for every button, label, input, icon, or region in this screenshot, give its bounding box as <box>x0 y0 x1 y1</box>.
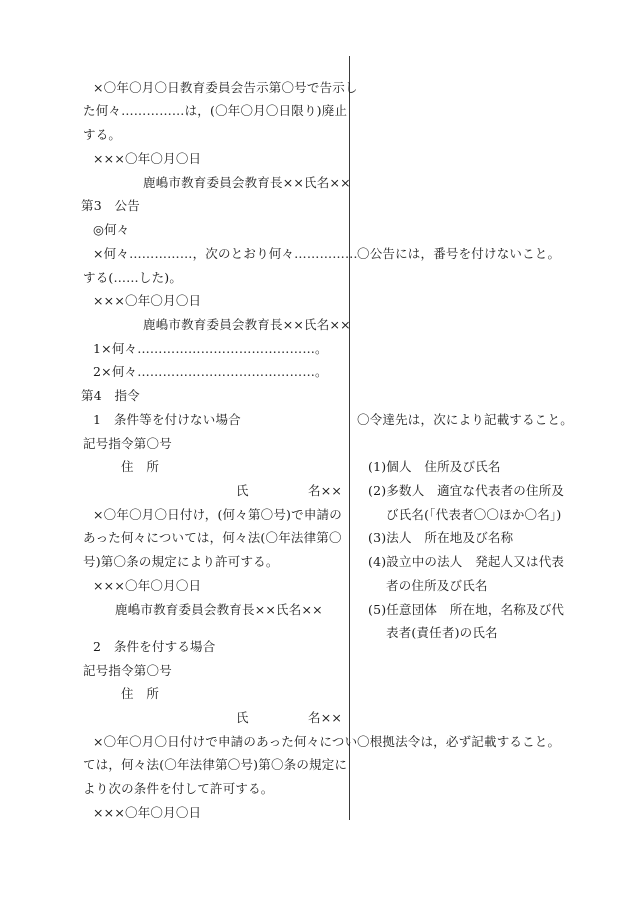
signature-line: 鹿嶋市教育委員会教育長××氏名×× <box>115 602 323 617</box>
list-item: 2×何々……………………………………。 <box>93 364 328 379</box>
date-line: ×××〇年〇月〇日 <box>93 805 202 820</box>
note-list-item: (1)個人 住所及び氏名 <box>368 459 501 474</box>
column-divider <box>349 56 350 820</box>
left-line: ×〇年〇月〇日付け，(何々第〇号)で申請の <box>93 507 342 522</box>
section-heading: 第3 公告 <box>81 198 140 213</box>
section-heading: 第4 指令 <box>81 388 140 403</box>
note-list-item: 者の住所及び氏名 <box>386 578 488 593</box>
left-line: する(……した)。 <box>83 270 183 285</box>
address-label: 住 所 <box>121 686 160 701</box>
subsection-heading: 2 条件を付する場合 <box>93 639 216 654</box>
signature-line: 鹿嶋市教育委員会教育長××氏名×× <box>143 317 351 332</box>
left-line: より次の条件を付して許可する。 <box>83 781 274 796</box>
left-line: 記号指令第〇号 <box>83 663 172 678</box>
date-line: ×××〇年〇月〇日 <box>93 151 202 166</box>
left-line: 号)第〇条の規定により許可する。 <box>83 554 279 569</box>
name-label: 名×× <box>308 710 343 725</box>
name-label-given: 氏 <box>236 483 249 498</box>
signature-line: 鹿嶋市教育委員会教育長××氏名×× <box>143 175 351 190</box>
left-line: ×何々……………，次のとおり何々…………… <box>93 246 358 261</box>
note-list-item: (4)設立中の法人 発起人又は代表 <box>368 554 565 569</box>
note-list-item: (3)法人 所在地及び名称 <box>368 530 514 545</box>
note-list-item: (5)任意団体 所在地，名称及び代 <box>368 602 565 617</box>
date-line: ×××〇年〇月〇日 <box>93 293 202 308</box>
left-line: ×〇年〇月〇日教育委員会告示第〇号で告示し <box>93 80 358 95</box>
name-label: 名×× <box>308 483 343 498</box>
list-item: 1×何々……………………………………。 <box>93 341 328 356</box>
date-line: ×××〇年〇月〇日 <box>93 578 202 593</box>
address-label: 住 所 <box>121 459 160 474</box>
subsection-heading: 1 条件等を付けない場合 <box>93 412 241 427</box>
left-line: ては，何々法(〇年法律第〇号)第〇条の規定に <box>83 757 348 772</box>
note-line: 〇公告には，番号を付けないこと。 <box>357 246 561 261</box>
left-line: 記号指令第〇号 <box>83 436 172 451</box>
left-line: ◎何々 <box>93 222 130 237</box>
note-line: 〇令達先は，次により記載すること。 <box>357 412 573 427</box>
left-line: する。 <box>83 127 122 142</box>
left-line: ×〇年〇月〇日付けで申請のあった何々につい <box>93 734 358 749</box>
note-list-item: 表者(責任者)の氏名 <box>386 625 498 640</box>
note-list-item: (2)多数人 適宜な代表者の住所及 <box>368 483 565 498</box>
note-line: 〇根拠法令は，必ず記載すること。 <box>357 734 561 749</box>
note-list-item: び氏名(「代表者〇〇ほか〇名」) <box>386 507 562 522</box>
left-line: あった何々については，何々法(〇年法律第〇 <box>83 530 342 545</box>
name-label-given: 氏 <box>236 710 249 725</box>
left-line: た何々……………は，(〇年〇月〇日限り)廃止 <box>83 103 348 118</box>
